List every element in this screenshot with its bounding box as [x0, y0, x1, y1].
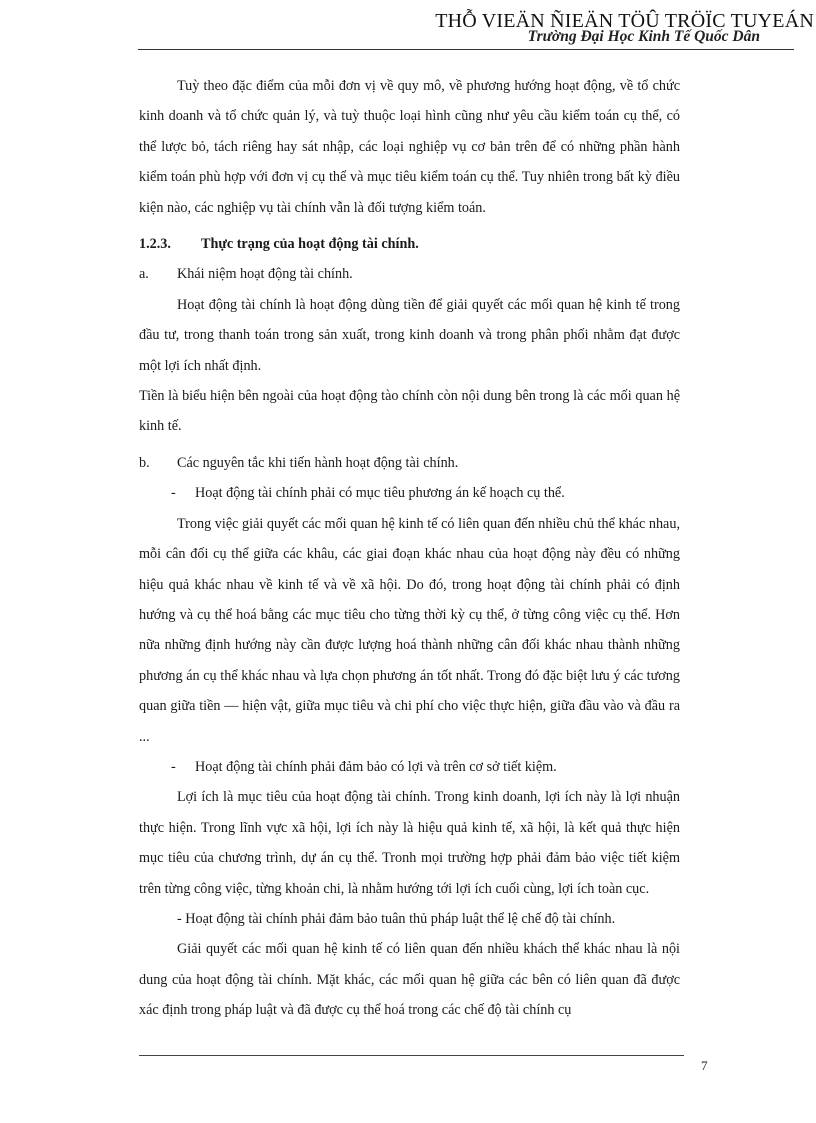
principle-2-text: Hoạt động tài chính phải đảm bảo có lợi và trên cơ sở tiết kiệm. [195, 758, 557, 775]
header-title: THỖ VIEÄN ÑIEÄN TÖÛ TRÖÏC TUYEÁN [435, 10, 814, 32]
principle-1 [139, 478, 680, 508]
paragraph-objectives: Trong việc giải quyết các mối quan hệ kinh tế có liên quan đến nhiều chủ thể khác nhau, mỗi cân đối cụ thể giữa các khâu, các giai đoạn khác nhau của hoạt động này đều có những hiệu quả khác nhau về kinh tế và về xã hội. Do đó, trong hoạt động tài chính phải có định hướng và cụ thể hoá bằng các mục tiêu cho từng thời kỳ cụ thể, ở từng công việc cụ thể. Hơn nữa những định hướng này cần được lượng hoá thành những cân đối khác nhau thành những phương án cụ thể khác nhau và lựa chọn phương án tốt nhất. Trong đó đặc biệt lưu ý các tương quan giữa tiền — hiện vật, giữa mục tiêu và chi phí cho việc thực hiện, giữa đầu vào và đầu ra ... [139, 515, 680, 745]
header-subtitle: Trường Đại Học Kinh Tế Quốc Dân [527, 28, 760, 45]
paragraph-legal: Giải quyết các mối quan hệ kinh tế có liên quan đến nhiều khách thể khác nhau là nội dung của hoạt động tài chính. Mặt khác, các mối quan hệ giữa các bên có liên quan đã được xác định trong pháp luật và đã được cụ thể hoá trong các chế độ tài chính cụ [139, 941, 680, 1019]
subsection-a-letter: a. [139, 266, 149, 283]
page-number: 7 [701, 1058, 708, 1073]
paragraph-definition: Hoạt động tài chính là hoạt động dùng tiền để giải quyết các mối quan hệ kinh tế trong đầu tư, trong thanh toán trong sản xuất, trong kinh doanh và trong phân phối nhằm đạt được một lợi ích nhất định. [139, 296, 680, 374]
subsection-a [139, 259, 680, 289]
footer-divider [139, 1055, 684, 1056]
section-title: Thực trạng của hoạt động tài chính. [201, 236, 419, 253]
subsection-b-title: Các nguyên tắc khi tiến hành hoạt động tài chính. [177, 454, 459, 471]
paragraph-money: Tiền là biểu hiện bên ngoài của hoạt động tào chính còn nội dung bên trong là các mối quan hệ kinh tế. [139, 388, 680, 435]
subsection-a-title: Khái niệm hoạt động tài chính. [177, 266, 353, 283]
paragraph-benefit: Lợi ích là mục tiêu của hoạt động tài chính. Trong kinh doanh, lợi ích này là lợi nhuận thực hiện. Trong lĩnh vực xã hội, lợi ích này là hiệu quả kinh tế, xã hội, là kết quả thực hiện mục tiêu của chương trình, dự án cụ thể. Tronh mọi trường hợp phải đảm bảo việc tiết kiệm trên từng công việc, từng khoản chi, là nhằm hướng tới lợi ích cuối cùng, lợi ích toàn cục. [139, 789, 680, 897]
header-divider [138, 49, 794, 50]
section-heading [139, 229, 680, 259]
page-body [139, 71, 680, 1026]
dash-marker: - [171, 485, 176, 502]
dash-marker: - [171, 758, 176, 775]
principle-1-text: Hoạt động tài chính phải có mục tiêu phương án kế hoạch cụ thể. [195, 485, 565, 502]
subsection-b [139, 448, 680, 478]
section-number: 1.2.3. [139, 236, 171, 253]
paragraph-intro: Tuỳ theo đặc điểm của mỗi đơn vị về quy mô, về phương hướng hoạt động, về tổ chức kinh doanh và tổ chức quản lý, và tuỳ thuộc loại hình cũng như yêu cầu kiểm toán cụ thể, có thể lược bỏ, tách riêng hay sát nhập, các loại nghiệp vụ cơ bản trên để có những phần hành kiểm toán phù hợp với đơn vị cụ thể và mục tiêu kiểm toán cụ thể. Tuy nhiên trong bất kỳ điều kiện nào, các nghiệp vụ tài chính vẫn là đối tượng kiểm toán. [139, 78, 680, 216]
principle-2 [139, 752, 680, 782]
subsection-b-letter: b. [139, 454, 150, 471]
principle-3: - Hoạt động tài chính phải đảm bảo tuân thủ pháp luật thể lệ chế độ tài chính. [177, 910, 616, 927]
